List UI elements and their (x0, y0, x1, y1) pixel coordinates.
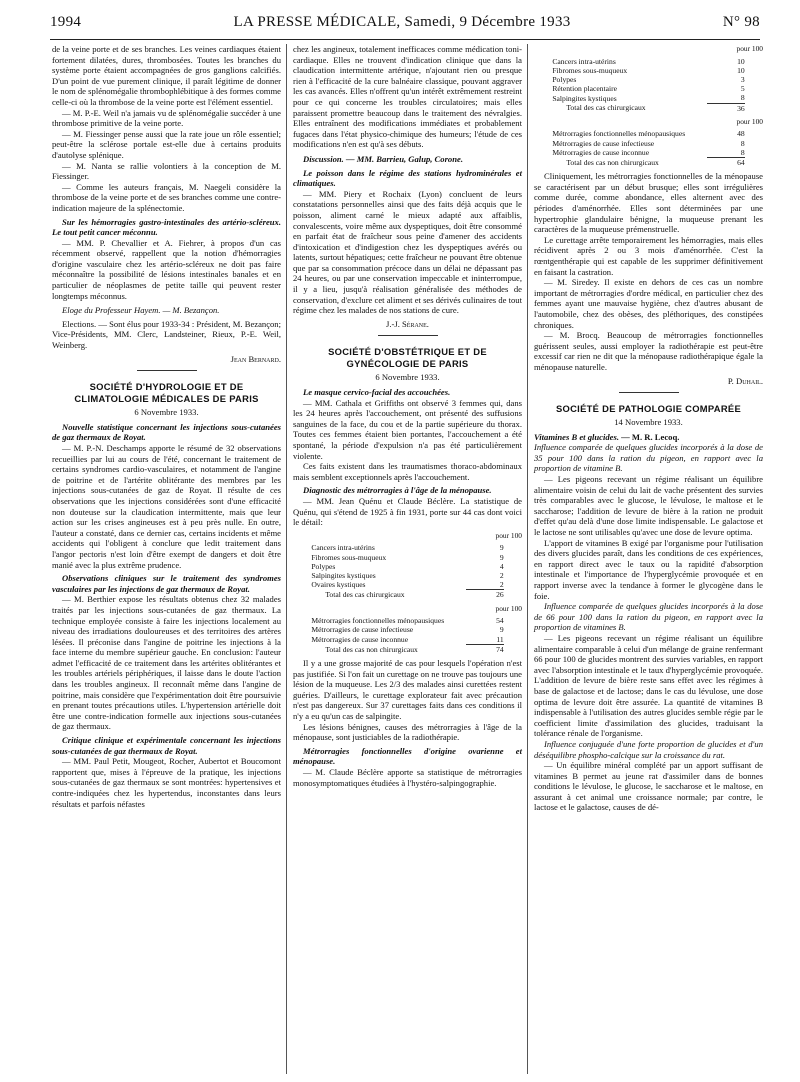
table-cell-label: Total des cas chirurgicaux (325, 590, 405, 600)
paragraph: — Les pigeons recevant un régime réalisant un équilibre alimentaire voisin de celui du lait de vache présentent des survies très comparables avec le glucose, le lévulose, le maltose et le saccharose; l'addition de levure de bière à la ration ne produit d'effet qu'au delà d'une dose limite indispensable. Le galactose et le lactose ne sont utilisables qu'avec une dose de levure optima. (534, 474, 763, 538)
section-heading: Discussion. — MM. Barrieu, Galup, Corone. (303, 153, 463, 164)
table-cell-label: Polypes (552, 75, 577, 84)
author-signature: Jean Bernard. (230, 353, 281, 364)
table-row (311, 543, 503, 552)
divider (137, 370, 197, 371)
paragraph: — MM. Paul Petit, Mougeot, Rocher, Aubertot et Boucomont rapportent que, mises à l'épreuve de la pratique, les injections sous-cutanées de gaz thermaux se sont montrées: hypertensives et contre-indiquées chez les hypertendus, inconstantes dans leurs résultats et parfois néfastes (52, 756, 281, 809)
table-cell-label: Métrorragies de cause infectieuse (311, 625, 414, 635)
table-total-row (311, 644, 503, 654)
paragraph: — MM. Jean Quénu et Claude Béclère. La statistique de Quénu, qui s'étend de 1925 à fin 1931, porte sur 44 cas dont voici le détail: (293, 495, 522, 528)
column-2 (293, 44, 522, 813)
society-title: SOCIÉTÉ D'OBSTÉTRIQUE ET DE GYNÉCOLOGIE DE PARIS (328, 346, 487, 370)
statistics-table (552, 129, 744, 167)
table-row (311, 580, 503, 590)
paragraph: — Un équilibre minéral complété par un apport suffisant de vitamines B permet au jeune rat d'assimiler dans de bonnes conditions le lévulose, le glucose, le saccharose et le maltose, en assurant à cet animal une croissance normale; par contre, le lactose et le galactose, causes de dé- (534, 760, 763, 813)
paragraph: Elections. — Sont élus pour 1933-34 : Président, M. Bezançon; Vice-Présidents, MM. Clerc, Landsteiner, Rieux, P.-E. Weil, Weinberg. (52, 318, 281, 351)
journal-title (234, 14, 571, 31)
column-3 (534, 44, 763, 813)
table-cell-label: Total des cas non chirurgicaux (325, 644, 418, 654)
table-cell-value: 26 (496, 590, 504, 600)
issue-date: Samedi, 9 Décembre 1933 (404, 14, 571, 30)
table-row (552, 75, 744, 84)
section-heading: Métrorragies fonctionnelles d'origine ovarienne et ménopause. (293, 745, 522, 767)
paragraph: — Comme les auteurs français, M. Naegeli considère la thrombose de la veine porte et de ses branches comme une contre-indication majeure de la splénectomie. (52, 181, 281, 213)
table-cell-value: 4 (499, 561, 504, 571)
table-cell-label: Ovaires kystiques (311, 580, 366, 590)
table-cell-value: 10 (737, 65, 745, 75)
table-cell-value: 54 (496, 616, 504, 626)
paragraph: chez les angineux, totalement inefficaces comme médication toni-cardiaque. Elles ne trouvent d'indication clinique que dans la claudication intermittente artérique, n'ajoutant rien ou presque rien à l'efficacité de la cure balnéaire classique, pouvant aggraver les cas avancés. Elles n'offrent qu'un intérêt extrêmement restreint pour ce qui concerne les troubles circulatoires; mais elles paraissent promettre beaucoup dans le traitement des névralgies. Elles entraînent des modifications immédiates et probablement fugaces dans l'état physico-chimique des humeurs; l'étude de ces modifications n'en est qu'à ses débuts. (293, 44, 522, 150)
section-heading: Observations cliniques sur le traitement des syndromes vasculaires par les injections de gaz thermaux de Royat. (52, 573, 281, 594)
table-row (311, 553, 503, 562)
table-cell-label: Fibromes sous-muqueux (311, 552, 387, 562)
table-cell-label: Métrorragies de cause infectieuse (552, 138, 655, 148)
table-row (311, 571, 503, 580)
section-heading: Critique clinique et expérimentale concernant les injections sous-cutanées de gaz thermaux de Royat. (52, 735, 281, 756)
table-unit: pour 100 (495, 603, 522, 613)
table-total-row (552, 103, 744, 113)
paragraph: Le curettage arrête temporairement les hémorragies, mais elles récidivent après 2 ou 3 mois d'aménorrhée. C'est la rœntgenthérapie qui est capable de les supprimer définitivement en faisant la castration. (534, 234, 763, 277)
table-cell-value: 10 (737, 56, 745, 66)
table-row (311, 616, 503, 625)
paragraph: — M. Claude Béclère apporte sa statistique de métrorragies monosymptomatiques étudiées à l'hystéro-salpingographie. (293, 766, 522, 788)
paragraph: — MM. P. Chevallier et A. Fiehrer, à propos d'un cas récemment observé, rappellent que la notion d'hémorragies d'origine vasculaire chez les artério-scléreux ne doit pas faire méconnaître la possibilité de lésions intestinales banales et en particulier de néoplasmes de petite taille qui peuvent rester longtemps méconnus. (52, 237, 281, 301)
table-cell-label: Métrorragies fonctionnelles ménopausiques (311, 616, 445, 626)
table-cell-label: Salpingites kystiques (552, 93, 617, 103)
table-unit: pour 100 (736, 116, 763, 126)
section-heading: Vitamines B et glucides. (534, 431, 619, 442)
paragraph: Il y a une grosse majorité de cas pour lesquels l'opération n'est pas justifiée. Si l'on fait un curettage on ne trouve pas toujours une lésion de la muqueuse. Les 2/3 des malades ainsi curettées restent guéries. D'ailleurs, le curettage explorateur fait avec précaution n'est pas dangereux. Sur 37 curettages faits dans ces conditions il n'y a eu qu'un cas de salpingite. (293, 657, 522, 721)
table-row (552, 57, 744, 66)
table-cell-value: 36 (737, 103, 745, 113)
table-cell-label: Polypes (311, 561, 336, 571)
table-cell-value: 9 (499, 543, 504, 553)
table-cell-label: Total des cas chirurgicaux (566, 103, 646, 113)
paragraph: — Les pigeons recevant un régime réalisant un équilibre alimentaire comparable à celui d'un mélange de graine renfermant 66 pour 100 de glucides montrent des survies variables, en rapport avec l'absorption intestinale et le taux d'hyperglycémie provoquée. L'addition de levure de bière reste sans effet avec les régimes à base de galactose et de lactose; dans le cas du lévulose, une dose optima de levure doit être assurée. La quantité de vitamines B indispensable à l'utilisation des autres glucides semble régie par le coefficient limite d'assimilation des glucides, traduisant la tolérance rénale de l'organisme. (534, 632, 763, 739)
table-cell-label: Salpingites kystiques (311, 570, 376, 580)
table-cell-value: 8 (707, 148, 745, 158)
society-date: 6 Novembre 1933. (375, 372, 440, 383)
paragraph: L'apport de vitamines B exigé par l'organisme pour l'utilisation des divers glucides paraît, dans les conditions de ces expériences, en rapport direct avec le taux ou la rapidité d'absorption intestinale et l'importance de l'hyperglycémie provoquée et en rapport inverse avec la tendance à former le glycogène dans le foie. (534, 537, 763, 601)
table-cell-value: 11 (466, 635, 504, 645)
section-heading: Eloge du Professeur Hayem. — M. Bezançon. (62, 305, 220, 316)
table-cell-value: 5 (740, 84, 745, 94)
issue-number: N° 98 (722, 14, 760, 30)
statistics-table (311, 616, 503, 654)
table-row (311, 562, 503, 571)
table-row (311, 635, 503, 645)
paragraph: Cliniquement, les métrorragies fonctionnelles de la ménopause se caractérisent par un début brusque; elles sont irrégulières comme durée, comme abondance, elles alternent avec des périodes d'aménorrhée. Elles sont déterminées par une hypertrophie glandulaire bénigne, la muqueuse prenant les caractères de la muqueuse prémenstruelle. (534, 171, 763, 235)
table-cell-label: Rétention placentaire (552, 84, 618, 94)
paragraph: Les lésions bénignes, causes des métrorragies à l'âge de la ménopause, sont justiciables de la radiothérapie. (293, 721, 522, 743)
table-unit: pour 100 (495, 530, 522, 540)
paragraph: — M. Berthier expose les résultats obtenus chez 32 malades traités par les injections sous-cutanées de gaz thermaux. La technique employée consiste à faire les injections localement au niveau des irradiations douloureuses et des territoires des artères lésées. Il préconise dans l'angine de poitrine les injections à la face interne du membre supérieur gauche. En conclusion: l'auteur admet l'efficacité de ce traitement dans les artérites oblitérantes et les troubles artériels périphériques, il laisse dans le doute l'action dans les troubles angineux. Il reconnaît même dans l'angine de poitrine, mais considère que l'expérimentation doit être poursuivie en prenant toutes précautions utiles. L'hypertension artérielle doit être une contre-indication formelle aux injections sous-cutanées de gaz thermaux. (52, 594, 281, 732)
paragraph: — M. Nanta se rallie volontiers à la conception de M. Fiessinger. (52, 160, 281, 182)
table-cell-label: Cancers intra-utérins (552, 56, 616, 66)
paragraph: — M. P.-N. Deschamps apporte le résumé de 32 observations recueillies par lui au cours de l'été, concernant le traitement de certains syndromes cardio-vasculaires, et notamment de l'angine de poitrine et de l'artérite oblitérante des membres par les injections sous-cutanées de gaz de Royat. Il résulte de ces observations que les injections considérées sont d'une efficacité non douteuse sur la claudication intermittente, mais que leur action sur les crises angineuses est à peu près nulle. En outre, l'auteur a constaté, dans ce dernier cas, certains incidents et même accidents qui l'obligent à conclure que ledit traitement dans l'angor pectoris n'est loin d'être exempt de dangers et doit être manié avec la plus extrême prudence. (52, 443, 281, 570)
paragraph: — M. Fiessinger pense aussi que la rate joue un rôle essentiel; peut-être la sclérose portale est-elle due à certains produits d'autolyse splénique. (52, 128, 281, 160)
society-title: SOCIÉTÉ DE PATHOLOGIE COMPARÉE (555, 403, 742, 415)
section-heading: Le poisson dans le régime des stations hydrominérales et climatiques. (293, 167, 522, 189)
table-cell-value: 9 (499, 552, 504, 562)
society-date: 6 Novembre 1933. (134, 407, 199, 418)
table-unit: pour 100 (736, 44, 763, 53)
society-title: SOCIÉTÉ D'HYDROLOGIE ET DE CLIMATOLOGIE MÉDICALES DE PARIS (74, 381, 259, 405)
section-heading: Diagnostic des métrorragies à l'âge de la ménopause. (303, 485, 492, 496)
table-total-row (552, 158, 744, 168)
author-signature: P. Duhail. (727, 375, 763, 386)
subsection-heading: Influence comparée de quelques glucides incorporés à la dose de 66 pour 100 dans la ration du pigeon, en rapport avec la proportion de vitamines B. (534, 601, 763, 633)
table-cell-label: Fibromes sous-muqueux (552, 65, 628, 75)
statistics-table (311, 543, 503, 599)
table-row (552, 93, 744, 103)
table-cell-label: Total des cas non chirurgicaux (566, 157, 659, 167)
table-cell-label: Métrorragies de cause inconnue (552, 148, 650, 158)
table-cell-value: 8 (740, 138, 745, 148)
table-cell-value: 9 (499, 625, 504, 635)
table-cell-value: 64 (737, 158, 745, 168)
table-row (552, 66, 744, 75)
paragraph: — M. Siredey. Il existe en dehors de ces cas un nombre important de métrorragies d'ordre médical, en particulier chez des femmes ayant une mauvaise hygiène, chez d'autres abusant de l'automobile, chez des obèses, des pléthoriques, des constipées chroniques. (534, 277, 763, 330)
table-cell-value: 2 (466, 580, 504, 590)
subsection-heading: Influence comparée de quelques glucides incorporés à la dose de 35 pour 100 dans la ration du pigeon, en rapport avec la proportion de vitamine B. (534, 442, 763, 474)
table-row (552, 148, 744, 158)
section-heading: Le masque cervico-facial des accouchées. (303, 387, 451, 398)
section-heading: Sur les hémorragies gastro-intestinales des artério-scléreux. Le tout petit cancer méconnu. (52, 216, 281, 238)
paragraph: — MM. Cathala et Griffiths ont observé 3 femmes qui, dans les 24 heures après l'accouchement, ont présenté des suffusions sanguines de la face, du cou et de la partie supérieure du thorax. Toutes ces femmes étaient bien portantes, l'accouchement a été spontané, la période d'expulsion n'a pas été particulièrement violente. (293, 397, 522, 461)
table-cell-value: 3 (740, 75, 745, 84)
paragraph: — MM. Piery et Rochaix (Lyon) concluent de leurs constatations personnelles ainsi que des faits déjà acquis que le poisson, aliment carné le mieux adapté aux affaiblis, convalescents, voire même aux dyspeptiques, doit être consommé en parfait état de fraîcheur sous peine d'amener des accidents d'intoxication et d'indigestion chez les dyspeptiques avérés ou latents, surtout hépatiques; cette fraîcheur ne pouvant être obtenue que par sa consommation précoce dans un délai ne dépassant pas 24 heures, ou par une conservation impeccable et ininterrompue, il y a lieu, jusqu'à réalisation généralisée des méthodes de conservation, d'exclure cet aliment et ses dérivés culinaires de tout régime chez les malades de nos stations de cure. (293, 188, 522, 316)
divider (378, 335, 438, 336)
subsection-heading: Influence conjuguée d'une forte proportion de glucides et d'un déséquilibre phospho-calcique sur la croissance du rat. (534, 738, 763, 760)
page-header (50, 14, 760, 40)
table-row (552, 84, 744, 93)
journal-name: LA PRESSE MÉDICALE, (233, 14, 401, 30)
society-date: 14 Novembre 1933. (614, 417, 683, 428)
table-cell-value: 2 (499, 570, 504, 580)
article-columns (52, 44, 764, 813)
table-row (311, 625, 503, 634)
section-heading: Nouvelle statistique concernant les injections sous-cutanées de gaz thermaux de Royat. (52, 421, 281, 443)
table-total-row (311, 590, 503, 600)
paragraph: de la veine porte et de ses branches. Les veines cardiaques étaient fortement dilatées, dures, thrombosées. Toutes les branches du système porte étaient accompagnées de gros ganglions calcifiés. D'un point de vue purement clinique, il paraît légitime de donner le nom de splénomégalie thrombophlébitique à des formes comme celle-ci où la thrombose de la veine porte est l'élément essentiel. (52, 44, 281, 107)
column-1 (52, 44, 281, 813)
author-name: — M. R. Lecoq. (621, 431, 680, 442)
author-signature: J.-J. Sérane. (386, 318, 429, 329)
divider (619, 392, 679, 393)
paragraph: — M. P.-E. Weil n'a jamais vu de splénomégalie succéder à une thrombose primitive de la veine porte. (52, 107, 281, 129)
table-cell-label: Métrorragies fonctionnelles ménopausiques (552, 129, 686, 139)
table-cell-label: Métrorragies de cause inconnue (311, 634, 409, 644)
table-cell-value: 74 (496, 644, 504, 654)
statistics-table (552, 57, 744, 113)
page-number: 1994 (50, 14, 82, 30)
table-cell-value: 48 (737, 129, 745, 139)
table-cell-label: Cancers intra-utérins (311, 543, 375, 553)
paragraph: Ces faits existent dans les traumatismes thoraco-abdominaux mais semblent exceptionnels après l'accouchement. (293, 461, 522, 482)
paragraph: — M. Brocq. Beaucoup de métrorragies fonctionnelles guérissent seules, aussi employer la radiothérapie est peut-être excessif car rien ne dit que la ménopause radiothérapique égale la ménopause naturelle. (534, 330, 763, 372)
table-cell-value: 8 (707, 93, 745, 103)
table-row (552, 129, 744, 138)
table-row (552, 139, 744, 148)
